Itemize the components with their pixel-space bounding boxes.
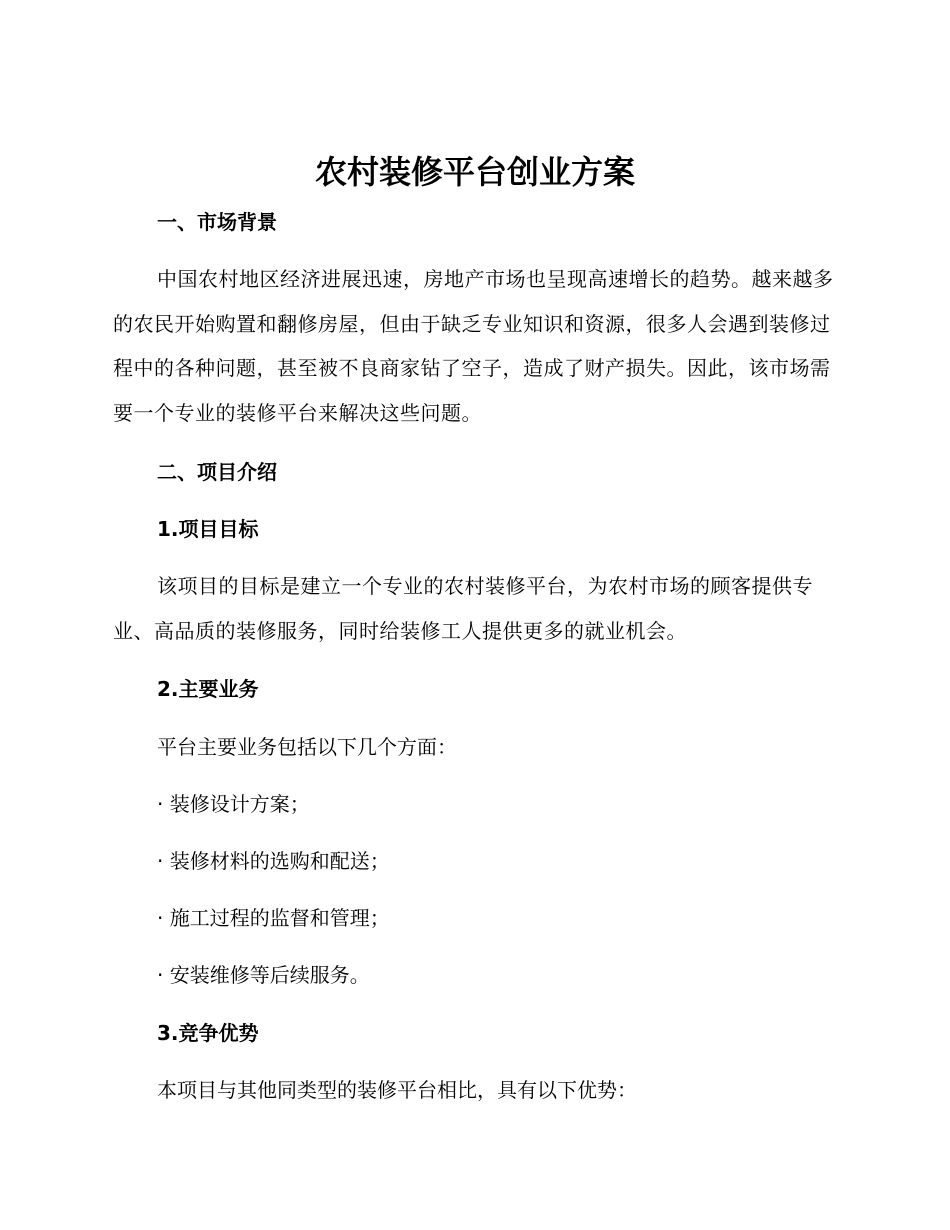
market-background-paragraph: 中国农村地区经济进展迅速，房地产市场也呈现高速增长的趋势。越来越多的农民开始购置和翻修房屋，但由于缺乏专业知识和资源，很多人会遇到装修过程中的各种问题，甚至被不良商家钻了空子，造成了财产损失。因此，该市场需要一个专业的装修平台来解决这些问题。 <box>113 267 834 425</box>
document-title: 农村装修平台创业方案 <box>314 153 635 191</box>
main-business-intro: 平台主要业务包括以下几个方面： <box>157 735 457 759</box>
subheading-project-goal: 1.项目目标 <box>157 517 259 541</box>
subheading-main-business: 2.主要业务 <box>157 677 259 701</box>
list-item: · 装修材料的选购和配送； <box>157 849 390 873</box>
list-item: · 施工过程的监督和管理； <box>157 906 390 930</box>
section-heading-market-background: 一、市场背景 <box>157 210 277 234</box>
subheading-competitive-advantage: 3.竞争优势 <box>157 1021 259 1045</box>
list-item: · 安装维修等后续服务。 <box>157 963 370 987</box>
competitive-advantage-intro: 本项目与其他同类型的装修平台相比，具有以下优势： <box>157 1078 637 1102</box>
project-goal-paragraph: 该项目的目标是建立一个专业的农村装修平台，为农村市场的顾客提供专业、高品质的装修服务，同时给装修工人提供更多的就业机会。 <box>113 574 813 643</box>
list-item: · 装修设计方案； <box>157 792 310 816</box>
section-heading-project-intro: 二、项目介绍 <box>157 460 277 484</box>
